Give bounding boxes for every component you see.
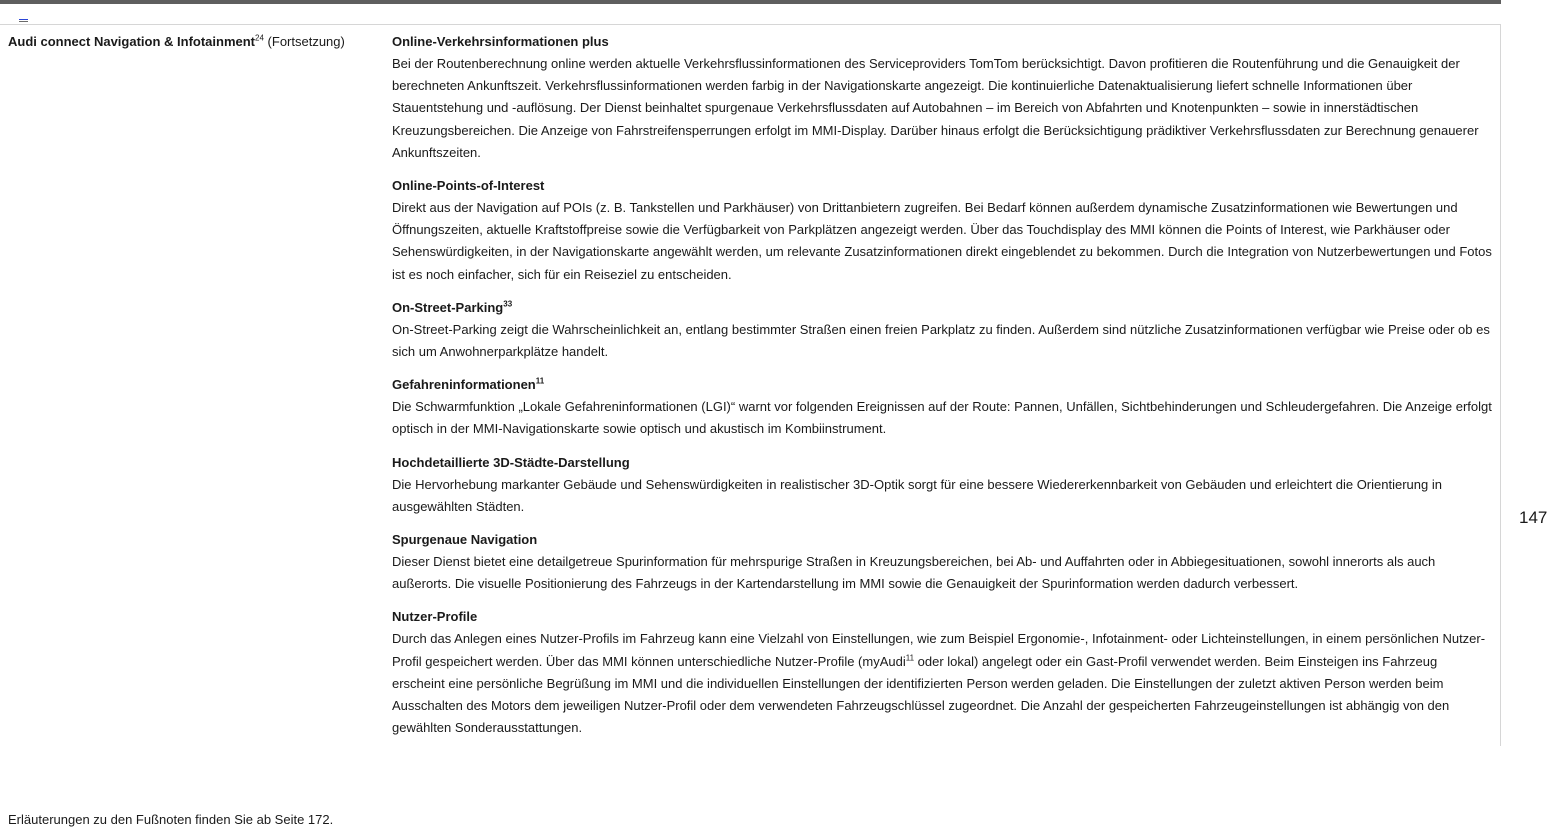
feature-title: Hochdetaillierte 3D-Städte-Darstellung: [392, 454, 630, 470]
feature-description: Dieser Dienst bietet eine detailgetreue Spurinformation für mehrspurige Straßen in Kreuzungsbereichen, bei Ab- und Auffahrten oder in Abbiegesituationen, sowohl innerorts als auch außerorts. Die visuelle Positionierung des Fahrzeugs in der Kartendarstellung im MMI sowie die Genauigkeit der Spurinformation werden dadurch verbessert.: [392, 554, 1436, 592]
feature-title: Spurgenaue Navigation: [392, 532, 538, 548]
feature-title: Online-Points-of-Interest: [392, 178, 545, 194]
feature-description: On-Street-Parking zeigt die Wahrscheinlichkeit an, entlang bestimmter Straßen einen freien Parkplatz zu finden. Außerdem sind nützliche Zusatzinformationen verfügbar wie Preise oder ob es sich um Anwohnerparkplätze handelt.: [392, 321, 1490, 360]
section-heading: [8, 33, 345, 51]
header-rule: [0, 24, 1501, 25]
flag-icon: [19, 19, 28, 24]
feature-section: [392, 529, 1492, 595]
top-bar: [0, 0, 1501, 4]
section-heading-title: Audi connect Navigation & Infotainment: [8, 34, 256, 49]
section-heading-footnote: 24: [255, 33, 264, 43]
feature-section: [392, 175, 1492, 286]
footnote-reference: Erläuterungen zu den Fußnoten finden Sie ab Seite 172.: [8, 812, 334, 827]
feature-description: Die Hervorhebung markanter Gebäude und Sehenswürdigkeiten in realistischer 3D-Optik sorgt für eine bessere Wiedererkennbarkeit von Gebäuden und erleichtert die Orientierung in ausgewählten Städten.: [392, 476, 1442, 514]
feature-section: [392, 297, 1492, 363]
feature-description: Direkt aus der Navigation auf POIs (z. B. Tankstellen und Parkhäuser) von Drittanbietern zugreifen. Bei Bedarf können außerdem dynamische Zusatzinformationen wie Bewertungen und Öffnungszeiten, aktuelle Kraftstoffpreise sowie die Verfügbarkeit von Parkplätzen angezeigt werden. Über das Touchdisplay des MMI können die Points of Interest, wie Parkhäuser oder Sehenswürdigkeiten, in der Navigationskarte angewählt werden, um relevante Zusatzinformationen direkt eingeblendet zu bekommen. Durch die Integration von Nutzerbewertungen und Fotos ist es noch einfacher, sich für ein Reiseziel zu entscheiden.: [392, 200, 1492, 282]
feature-footnote: 33: [503, 299, 513, 309]
feature-title: On-Street-Parking$^{33}$: [392, 299, 513, 315]
feature-description: Bei der Routenberechnung online werden aktuelle Verkehrsflussinformationen des Serviceproviders TomTom berücksichtigt. Davon profitieren die Routenführung und die Genauigkeit der berechneten Ankunftszeit. Verkehrsflussinformationen werden farbig in der Navigationskarte angezeigt. Die kontinuierliche Datenaktualisierung liefert schnelle Informationen über Stauentstehung und -auflösung. Der Dienst beinhaltet spurgenaue Verkehrsflussdaten auf Autobahnen – im Bereich von Abfahrten und Knotenpunkten – sowie in innerstädtischen Kreuzungsbereichen. Die Anzeige von Fahrstreifensperrungen erfolgt im MMI-Display. Darüber hinaus erfolgt die Berücksichtigung prädiktiver Verkehrsflussdaten zur Berechnung genauerer Ankunftszeiten.: [392, 56, 1479, 160]
page-number: 147: [1519, 508, 1548, 527]
feature-section: [392, 606, 1492, 739]
feature-section: [392, 374, 1492, 440]
feature-description: Durch das Anlegen eines Nutzer-Profils im Fahrzeug kann eine Vielzahl von Einstellungen, wie zum Beispiel Ergonomie-, Infotainment- oder Lichteinstellungen, in einem persönlichen Nutzer-Profil gespeichert werden. Über das MMI können unterschiedliche Nutzer-Profile (myAudi$^{11}$ oder lokal) angelegt oder ein Gast-Profil verwendet werden. Beim Einsteigen ins Fahrzeug erscheint eine persönliche Begrüßung im MMI und die individuellen Einstellungen der identifizierten Person werden geladen. Die Einstellungen der zuletzt aktiven Person werden beim Ausschalten des Motors dem jeweiligen Nutzer-Profil oder dem verwendeten Fahrzeugschlüssel zugeordnet. Die Anzahl der gespeicherten Fahrzeugeinstellungen ist abhängig von den gewählten Sonderausstattungen.: [392, 631, 1486, 736]
feature-section: [392, 452, 1492, 518]
feature-footnote: 11: [535, 376, 545, 386]
feature-title: Online-Verkehrsinformationen plus: [392, 34, 609, 49]
feature-footnote: 11: [905, 653, 915, 663]
section-heading-suffix: (Fortsetzung): [267, 34, 345, 49]
feature-title: Gefahreninformationen$^{11}$: [392, 376, 545, 393]
feature-section: [392, 31, 1492, 164]
feature-title: Nutzer-Profile: [392, 609, 478, 625]
feature-list: [392, 31, 1492, 750]
right-border-rule: [1500, 24, 1501, 746]
feature-description: Die Schwarmfunktion „Lokale Gefahreninformationen (LGI)“ warnt vor folgenden Ereignissen auf der Route: Pannen, Unfällen, Sichtbehinderungen und Schleudergefahren. Die Anzeige erfolgt optisch in der MMI-Navigationskarte sowie optisch und akustisch im Kombiinstrument.: [392, 399, 1492, 437]
